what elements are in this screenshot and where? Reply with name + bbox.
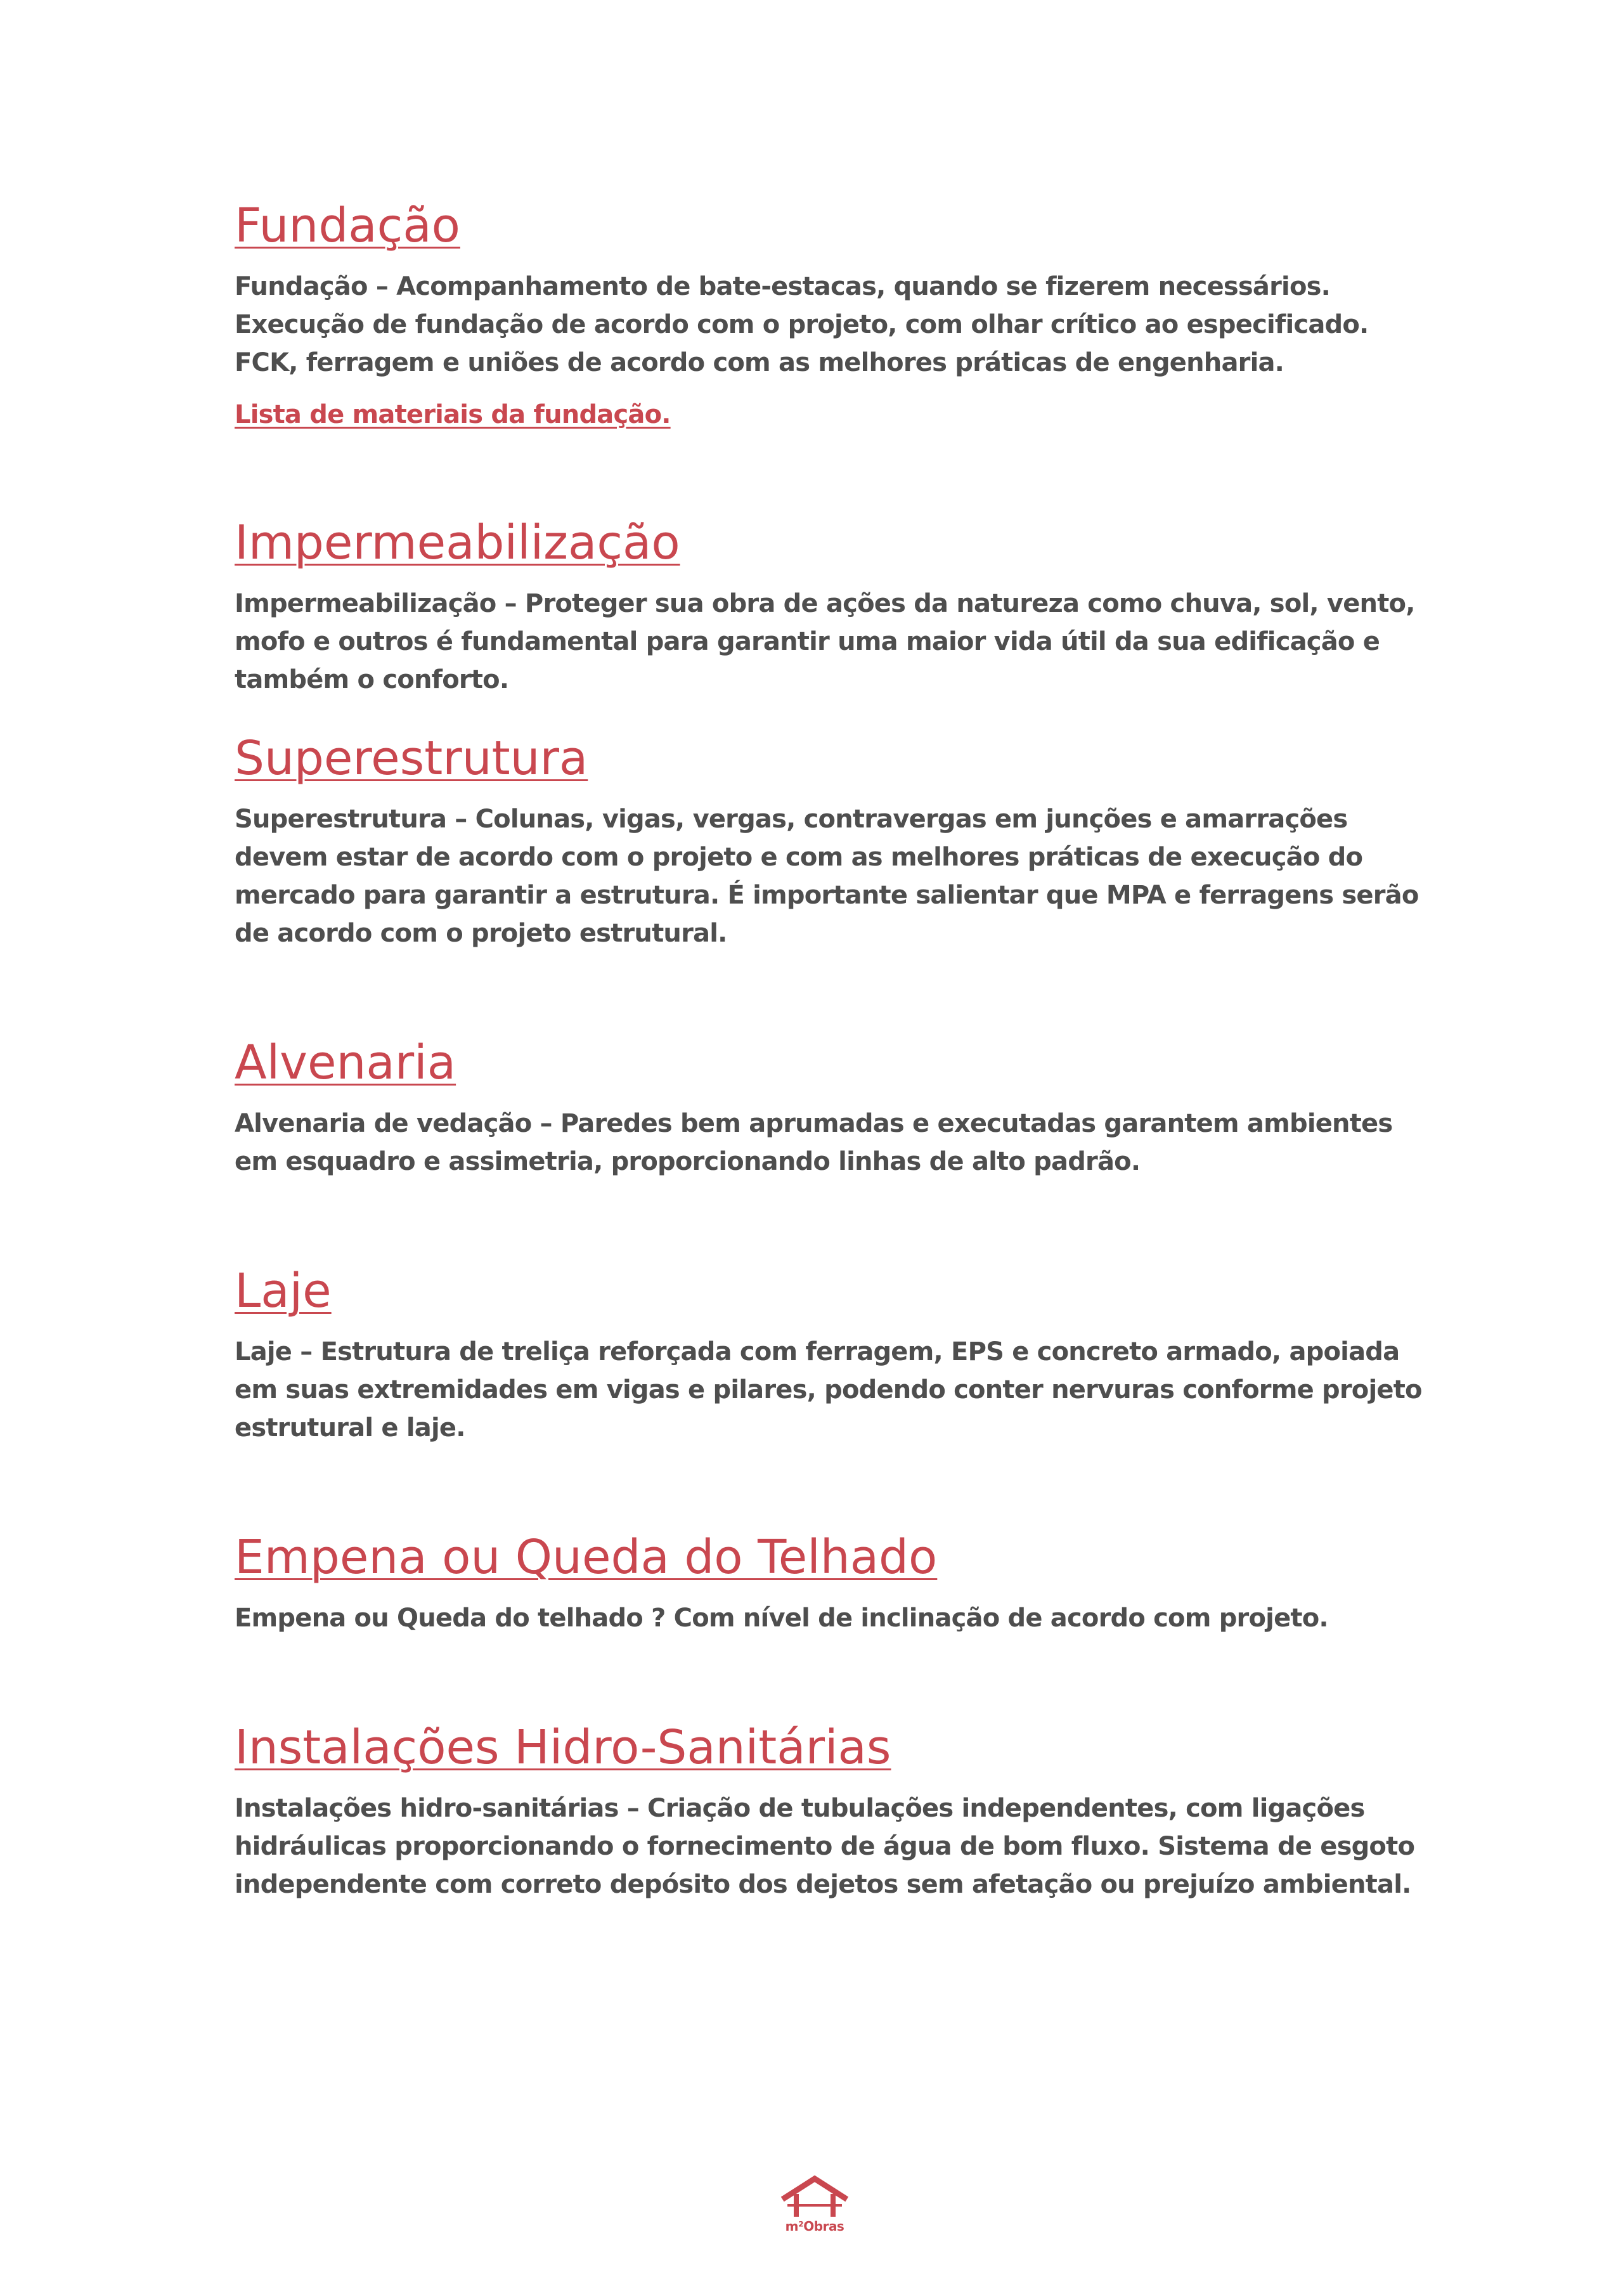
section-heading: Superestrutura <box>235 731 588 786</box>
house-icon <box>780 2175 850 2219</box>
section-superestrutura <box>235 731 1419 952</box>
section-body <box>235 1599 1407 1637</box>
section-body <box>235 800 1419 952</box>
body-line: Alvenaria de vedação – Paredes bem aprumadas e executadas garantem ambientes <box>235 1108 1393 1138</box>
logo-text: m²Obras <box>785 2219 844 2234</box>
section-body <box>235 1105 1407 1181</box>
body-line: em suas extremidades em vigas e pilares, podendo conter nervuras conforme projeto <box>235 1375 1422 1404</box>
body-line: em esquadro e assimetria, proporcionando linhas de alto padrão. <box>235 1146 1141 1176</box>
body-line: Superestrutura – Colunas, vigas, vergas, contravergas em junções e amarrações <box>235 804 1348 834</box>
section-heading: Empena ou Queda do Telhado <box>235 1530 938 1585</box>
section-instalacoes <box>235 1720 1415 1904</box>
body-line: mofo e outros é fundamental para garantir uma maior vida útil da sua edificação e <box>235 626 1380 656</box>
section-heading: Impermeabilização <box>235 516 680 570</box>
section-body <box>235 1333 1422 1447</box>
materials-list-link[interactable]: Lista de materiais da fundação. <box>235 399 671 429</box>
section-impermeabilizacao <box>235 516 1415 699</box>
section-body <box>235 585 1415 699</box>
body-line: Laje – Estrutura de treliça reforçada com ferragem, EPS e concreto armado, apoiada <box>235 1337 1400 1366</box>
body-line: FCK, ferragem e uniões de acordo com as melhores práticas de engenharia. <box>235 347 1284 377</box>
body-line: Empena ou Queda do telhado ? Com nível de inclinação de acordo com projeto. <box>235 1603 1328 1633</box>
body-line: devem estar de acordo com o projeto e com as melhores práticas de execução do <box>235 842 1363 872</box>
section-heading: Instalações Hidro-Sanitárias <box>235 1720 891 1775</box>
section-fundacao <box>235 198 1407 434</box>
section-laje <box>235 1264 1422 1447</box>
body-line: estrutural e laje. <box>235 1413 465 1443</box>
body-line: independente com correto depósito dos dejetos sem afetação ou prejuízo ambiental. <box>235 1869 1411 1899</box>
body-line: também o conforto. <box>235 665 509 694</box>
body-line: hidráulicas proporcionando o fornecimento de água de bom fluxo. Sistema de esgoto <box>235 1831 1415 1861</box>
body-line: Instalações hidro-sanitárias – Criação de tubulações independentes, com ligações <box>235 1793 1365 1823</box>
footer-logo <box>777 2175 853 2245</box>
section-heading: Fundação <box>235 198 460 253</box>
section-body <box>235 1789 1415 1904</box>
section-body <box>235 268 1407 382</box>
body-line: mercado para garantir a estrutura. É importante salientar que MPA e ferragens serão <box>235 880 1419 910</box>
body-line: de acordo com o projeto estrutural. <box>235 918 727 948</box>
body-line: Fundação – Acompanhamento de bate-estacas, quando se fizerem necessários. <box>235 271 1331 301</box>
section-empena <box>235 1530 1407 1637</box>
section-heading: Laje <box>235 1264 332 1318</box>
section-alvenaria <box>235 1035 1407 1181</box>
section-heading: Alvenaria <box>235 1035 456 1090</box>
body-line: Impermeabilização – Proteger sua obra de ações da natureza como chuva, sol, vento, <box>235 588 1415 618</box>
body-line: Execução de fundação de acordo com o projeto, com olhar crítico ao especificado. <box>235 309 1369 339</box>
